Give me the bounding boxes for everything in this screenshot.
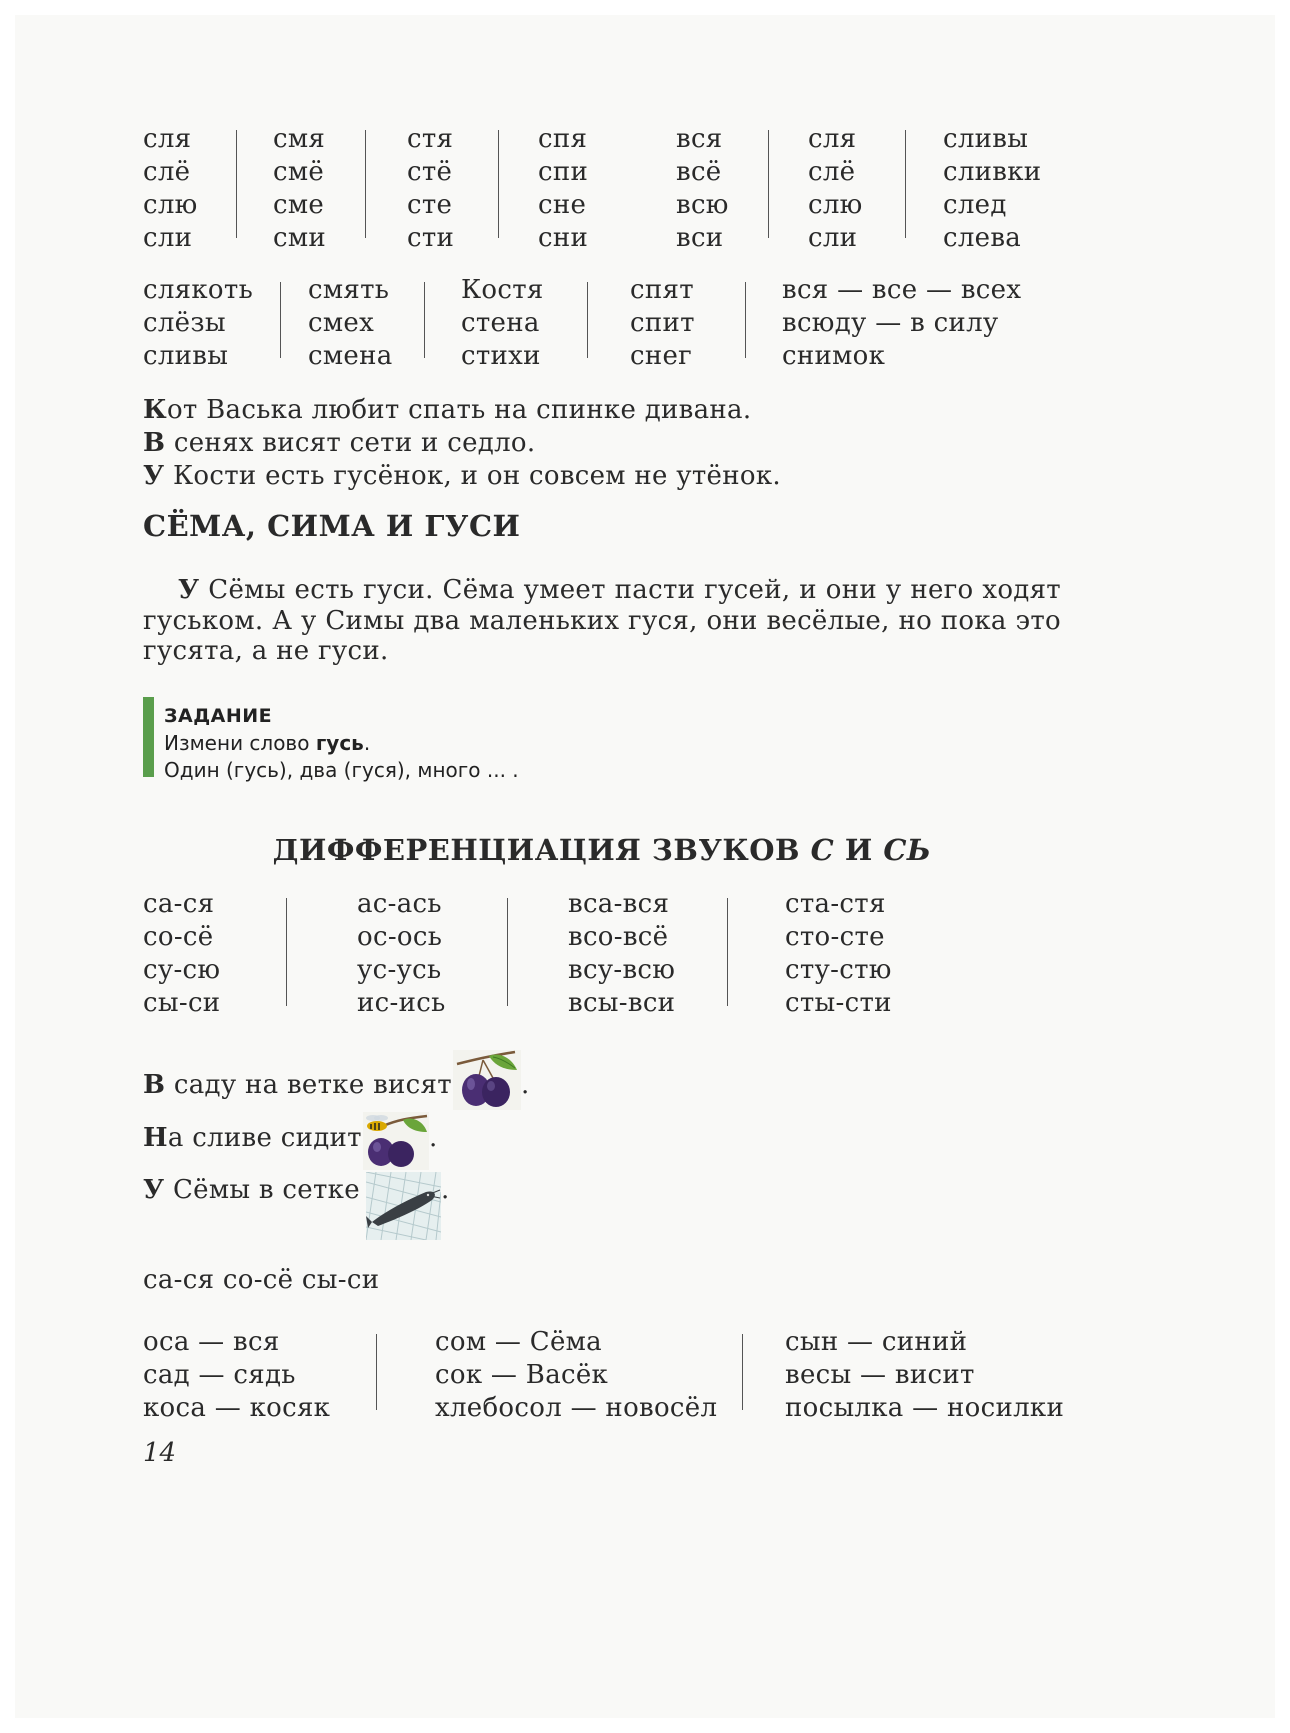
- syllable-pair-column: вса-вся всо-всё всу-всю всы-вси: [568, 889, 676, 1018]
- column-divider: [280, 282, 281, 358]
- syllable-column: вся всё всю вси: [676, 124, 729, 253]
- task-title: ЗАДАНИЕ: [164, 705, 273, 727]
- word-pair-column: сын — синий весы — висит посылка — носилки: [785, 1327, 1065, 1423]
- column-divider: [745, 282, 746, 358]
- picture-sentence: У Сёмы в сетке: [143, 1175, 360, 1205]
- wasp-on-plums-icon: [363, 1112, 429, 1170]
- syllable-column: спя спи сне сни: [538, 124, 589, 253]
- column-divider: [376, 1334, 377, 1410]
- picture-sentence: На сливе сидит: [143, 1123, 362, 1153]
- column-divider: [507, 898, 508, 1006]
- sentence: В сенях висят сети и седло.: [143, 428, 536, 458]
- column-divider: [286, 898, 287, 1006]
- page-number: 14: [143, 1438, 177, 1468]
- syllable-column: сля слё слю сли: [143, 124, 198, 253]
- syllable-column: стя стё сте сти: [407, 124, 455, 253]
- column-divider: [365, 130, 366, 238]
- word-column: вся — все — всех всюду — в силу снимок: [782, 275, 1022, 371]
- syllable-column: сливы сливки след слева: [943, 124, 1042, 253]
- syllable-pair-column: са-ся со-сё су-сю сы-си: [143, 889, 221, 1018]
- column-divider: [905, 130, 906, 238]
- task-line: Измени слово гусь.: [164, 731, 371, 755]
- column-divider: [498, 130, 499, 238]
- word-column: спят спит снег: [630, 275, 695, 371]
- sentences: [143, 394, 1103, 493]
- column-divider: [727, 898, 728, 1006]
- section-title: ДИФФЕРЕНЦИАЦИЯ ЗВУКОВ С И СЬ: [272, 833, 932, 867]
- story-paragraph: У Сёмы есть гуси. Сёма умеет пасти гусей, и они у него ходят гуськом. А у Симы два маленьких гуся, они весёлые, но пока это гусята, а не гуси.: [143, 575, 1061, 666]
- column-divider: [236, 130, 237, 238]
- sentence: У Кости есть гусёнок, и он совсем не утёнок.: [143, 461, 781, 491]
- story-title: СЁМА, СИМА И ГУСИ: [143, 509, 521, 543]
- column-divider: [742, 1334, 743, 1410]
- plums-on-branch-icon: [453, 1050, 521, 1110]
- syllable-pair-column: ста-стя сто-сте сту-стю сты-сти: [785, 889, 892, 1018]
- column-divider: [587, 282, 588, 358]
- word-pair-column: оса — вся сад — сядь коса — косяк: [143, 1327, 331, 1423]
- column-divider: [768, 130, 769, 238]
- syllable-column: сля слё слю сли: [808, 124, 863, 253]
- picture-sentence: В саду на ветке висят: [143, 1070, 452, 1100]
- syllable-line: са-ся со-сё сы-си: [143, 1265, 380, 1295]
- catfish-in-net-icon: [366, 1172, 441, 1240]
- word-column: слякоть слёзы сливы: [143, 275, 254, 371]
- column-divider: [424, 282, 425, 358]
- syllable-pair-column: ас-ась ос-ось ус-усь ис-ись: [357, 889, 446, 1018]
- syllable-column: смя смё сме сми: [273, 124, 327, 253]
- word-pair-column: сом — Сёма сок — Васёк хлебосол — новосёл: [435, 1327, 718, 1423]
- word-column: Костя стена стихи: [461, 275, 544, 371]
- word-column: смять смех смена: [308, 275, 393, 371]
- task-accent-bar: [143, 697, 154, 777]
- task-box: [164, 702, 519, 784]
- sentence: Кот Васька любит спать на спинке дивана.: [143, 395, 752, 425]
- task-line: Один (гусь), два (гуся), много ... .: [164, 758, 519, 782]
